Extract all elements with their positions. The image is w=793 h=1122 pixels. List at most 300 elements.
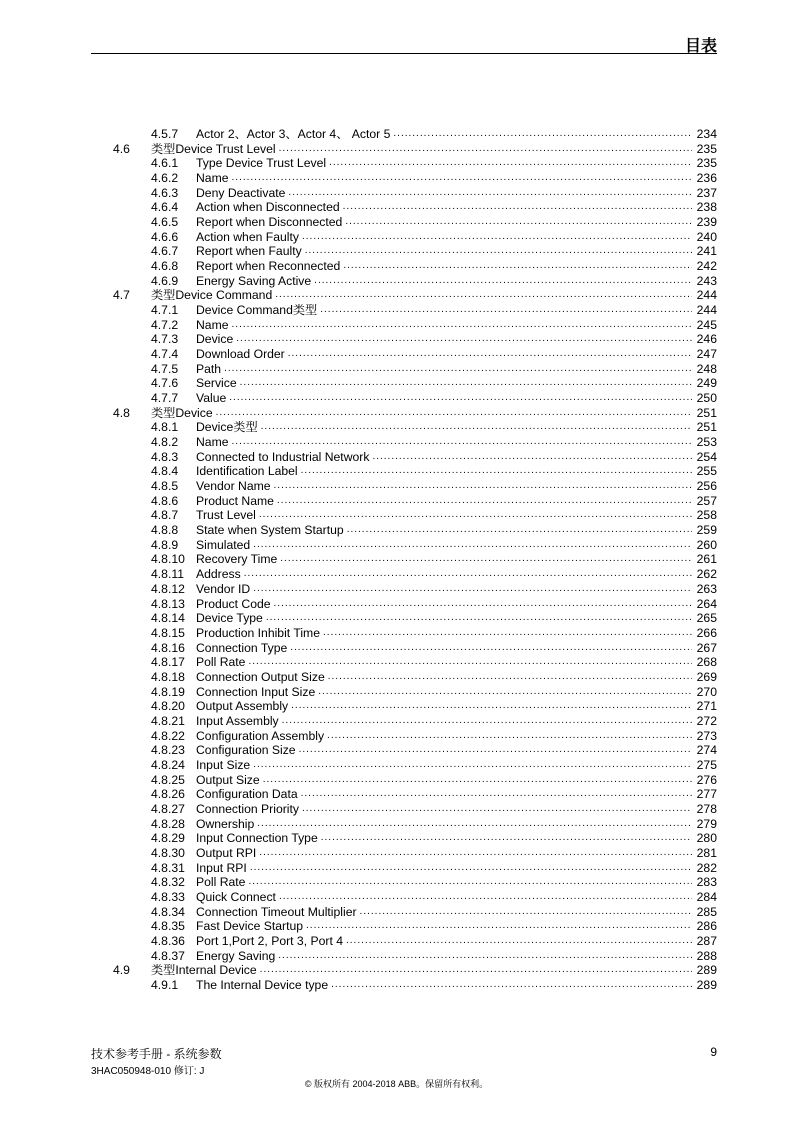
toc-subsection-number: 4.8.36	[151, 933, 185, 948]
toc-page-number: 250	[696, 391, 717, 406]
toc-entry[interactable]	[113, 376, 717, 391]
footer-page-number: 9	[710, 1045, 717, 1059]
toc-entry[interactable]	[113, 743, 717, 758]
toc-dot-leader	[343, 259, 692, 274]
toc-dot-leader	[282, 714, 692, 729]
toc-page-number: 256	[696, 479, 717, 494]
toc-section-number: 4.9	[113, 963, 130, 978]
toc-entry-title: Report when Disconnected	[196, 215, 343, 230]
toc-entry[interactable]	[113, 714, 717, 729]
toc-dot-leader	[331, 978, 692, 993]
toc-subsection-number: 4.8.37	[151, 948, 185, 963]
toc-entry-title: Configuration Size	[196, 743, 296, 758]
toc-entry-title: Identification Label	[196, 464, 298, 479]
toc-dot-leader	[232, 171, 692, 186]
toc-page-number: 266	[696, 625, 717, 640]
toc-entry-title: Device Command类型	[196, 303, 318, 318]
toc-entry-title: Actor 2、Actor 3、Actor 4、 Actor 5	[196, 127, 391, 141]
toc-page-number: 269	[696, 669, 717, 684]
toc-entry-title: Name	[196, 435, 229, 450]
toc-entry[interactable]	[113, 274, 717, 289]
toc-page-number: 289	[696, 963, 717, 978]
toc-entry-title: Port 1,Port 2, Port 3, Port 4	[196, 933, 343, 948]
toc-entry[interactable]	[113, 685, 717, 700]
toc-entry-title: Configuration Assembly	[196, 728, 325, 743]
toc-subsection-number: 4.7.2	[151, 317, 179, 332]
toc-page-number: 251	[696, 420, 717, 435]
toc-entry[interactable]	[113, 420, 717, 435]
toc-subsection-number: 4.8.35	[151, 919, 185, 934]
toc-subsection-number: 4.8.9	[151, 537, 179, 552]
toc-entry-title: Deny Deactivate	[196, 185, 286, 200]
toc-entry-title: Address	[196, 567, 241, 582]
toc-entry-title: Input Size	[196, 757, 251, 772]
toc-entry-title: Ownership	[196, 816, 255, 831]
toc-dot-leader	[259, 846, 692, 861]
toc-page-number: 251	[696, 405, 717, 420]
toc-page-number: 239	[696, 215, 717, 230]
toc-dot-leader	[275, 288, 692, 303]
toc-entry[interactable]	[113, 230, 717, 245]
toc-page-number: 282	[696, 860, 717, 875]
toc-entry-title: Value	[196, 391, 227, 406]
toc-dot-leader	[347, 523, 692, 538]
toc-entry[interactable]	[113, 332, 717, 347]
toc-entry[interactable]	[113, 641, 717, 656]
toc-subsection-number: 4.8.2	[151, 435, 179, 450]
toc-dot-leader	[393, 127, 692, 142]
toc-entry[interactable]	[113, 773, 717, 788]
toc-entry[interactable]	[113, 171, 717, 186]
toc-page-number: 265	[696, 611, 717, 626]
toc-dot-leader	[232, 318, 692, 333]
toc-entry-title: 类型Internal Device	[151, 963, 257, 978]
toc-entry[interactable]	[113, 288, 717, 303]
toc-entry[interactable]	[113, 391, 717, 406]
toc-dot-leader	[266, 611, 692, 626]
toc-entry[interactable]	[113, 215, 717, 230]
toc-subsection-number: 4.8.12	[151, 581, 185, 596]
toc-page-number: 255	[696, 464, 717, 479]
toc-page-number: 254	[696, 449, 717, 464]
toc-page-number: 246	[696, 332, 717, 347]
toc-dot-leader	[288, 347, 692, 362]
toc-entry-title: Connection Type	[196, 640, 288, 655]
toc-subsection-number: 4.8.26	[151, 787, 185, 802]
toc-subsection-number: 4.8.8	[151, 523, 179, 538]
toc-page-number: 259	[696, 523, 717, 538]
toc-page-number: 287	[696, 933, 717, 948]
toc-dot-leader	[320, 303, 692, 318]
toc-dot-leader	[305, 244, 692, 259]
toc-page-number: 263	[696, 581, 717, 596]
toc-entry[interactable]	[113, 127, 717, 142]
toc-page-number: 286	[696, 919, 717, 934]
toc-subsection-number: 4.7.7	[151, 391, 179, 406]
toc-entry[interactable]	[113, 318, 717, 333]
toc-dot-leader	[277, 494, 692, 509]
toc-subsection-number: 4.7.5	[151, 361, 179, 376]
toc-subsection-number: 4.8.16	[151, 640, 185, 655]
toc-entry[interactable]	[113, 670, 717, 685]
toc-entry[interactable]	[113, 552, 717, 567]
toc-entry-title: Configuration Data	[196, 787, 298, 802]
toc-entry[interactable]	[113, 156, 717, 171]
toc-dot-leader	[288, 186, 692, 201]
toc-entry[interactable]	[113, 729, 717, 744]
toc-page-number: 242	[696, 259, 717, 274]
toc-page-number: 260	[696, 537, 717, 552]
toc-entry-title: Quick Connect	[196, 889, 276, 904]
toc-entry-title: Action when Faulty	[196, 229, 299, 244]
toc-subsection-number: 4.6.6	[151, 229, 179, 244]
toc-entry-title: Product Code	[196, 596, 271, 611]
toc-entry-title: Energy Saving	[196, 948, 276, 963]
toc-entry-title: Vendor ID	[196, 581, 251, 596]
toc-entry-title: 类型Device Command	[151, 288, 273, 303]
toc-page-number: 240	[696, 229, 717, 244]
toc-entry[interactable]	[113, 611, 717, 626]
toc-entry[interactable]	[113, 861, 717, 876]
toc-page-number: 234	[696, 127, 717, 141]
toc-subsection-number: 4.7.1	[151, 303, 179, 318]
toc-dot-leader	[274, 479, 692, 494]
toc-entry-title: Device Type	[196, 611, 263, 626]
toc-entry[interactable]	[113, 963, 717, 978]
toc-page-number: 247	[696, 347, 717, 362]
toc-page-number: 248	[696, 361, 717, 376]
toc-page-number: 244	[696, 288, 717, 303]
toc-dot-leader	[261, 420, 692, 435]
toc-page-number: 281	[696, 845, 717, 860]
toc-entry-title: Report when Reconnected	[196, 259, 341, 274]
toc-page-number: 271	[696, 699, 717, 714]
toc-subsection-number: 4.5.7	[151, 127, 179, 141]
toc-entry-title: Output Size	[196, 772, 260, 787]
toc-entry-title: Connection Output Size	[196, 669, 325, 684]
toc-dot-leader	[346, 934, 692, 949]
toc-dot-leader	[306, 919, 692, 934]
toc-entry[interactable]	[113, 435, 717, 450]
toc-page-number: 268	[696, 655, 717, 670]
toc-page-number: 267	[696, 640, 717, 655]
toc-subsection-number: 4.8.28	[151, 816, 185, 831]
toc-entry-title: Device类型	[196, 420, 258, 435]
toc-entry-title: Vendor Name	[196, 479, 271, 494]
toc-page-number: 244	[696, 303, 717, 318]
toc-dot-leader	[345, 215, 692, 230]
toc-dot-leader	[301, 787, 692, 802]
toc-entry[interactable]	[113, 978, 717, 993]
header-title: 目表	[684, 38, 717, 55]
toc-entry-title: Connection Priority	[196, 801, 299, 816]
toc-entry[interactable]	[113, 905, 717, 920]
toc-page-number: 270	[696, 684, 717, 699]
toc-entry[interactable]	[113, 303, 717, 318]
toc-dot-leader	[224, 362, 692, 377]
toc-subsection-number: 4.8.14	[151, 611, 185, 626]
toc-dot-leader	[274, 597, 692, 612]
toc-dot-leader	[278, 949, 692, 964]
toc-dot-leader	[321, 831, 692, 846]
toc-section-number: 4.7	[113, 288, 130, 303]
toc-entry[interactable]	[113, 347, 717, 362]
toc-entry-title: 类型Device Trust Level	[151, 141, 276, 156]
toc-entry[interactable]	[113, 846, 717, 861]
toc-entry-title: Name	[196, 317, 229, 332]
toc-subsection-number: 4.7.3	[151, 332, 179, 347]
toc-dot-leader	[248, 875, 692, 890]
toc-entry[interactable]	[113, 406, 717, 421]
toc-page-number: 276	[696, 772, 717, 787]
toc-subsection-number: 4.6.2	[151, 171, 179, 186]
toc-subsection-number: 4.6.7	[151, 244, 179, 259]
toc-entry-title: Input RPI	[196, 860, 247, 875]
toc-entry-title: Simulated	[196, 537, 251, 552]
toc-entry-title: Output RPI	[196, 845, 257, 860]
toc-entry[interactable]	[113, 890, 717, 905]
toc-subsection-number: 4.8.23	[151, 743, 185, 758]
toc-dot-leader	[250, 861, 692, 876]
toc-subsection-number: 4.8.19	[151, 684, 185, 699]
toc-entry[interactable]	[113, 494, 717, 509]
toc-entry-title: Connected to Industrial Network	[196, 449, 370, 464]
toc-page-number: 249	[696, 376, 717, 391]
toc-subsection-number: 4.8.21	[151, 713, 185, 728]
toc-subsection-number: 4.6.3	[151, 185, 179, 200]
toc-page-number: 280	[696, 831, 717, 846]
toc-page-number: 272	[696, 713, 717, 728]
toc-entry-title: Name	[196, 171, 229, 186]
toc-subsection-number: 4.8.34	[151, 904, 185, 919]
toc-entry-title: Fast Device Startup	[196, 919, 304, 934]
toc-section-number: 4.8	[113, 405, 130, 420]
toc-page-number: 245	[696, 317, 717, 332]
toc-entry[interactable]	[113, 186, 717, 201]
toc-page-number: 289	[696, 977, 717, 992]
toc-dot-leader	[329, 156, 692, 171]
toc-subsection-number: 4.8.32	[151, 875, 185, 890]
toc-page-number: 274	[696, 743, 717, 758]
toc-dot-leader	[257, 817, 692, 832]
toc-dot-leader	[244, 567, 692, 582]
toc-dot-leader	[216, 406, 692, 421]
toc-entry-title: Energy Saving Active	[196, 273, 312, 288]
toc-page-number: 253	[696, 435, 717, 450]
toc-entry-title: Input Connection Type	[196, 831, 318, 846]
toc-entry[interactable]	[113, 875, 717, 890]
toc-subsection-number: 4.7.4	[151, 347, 179, 362]
toc-dot-leader	[314, 274, 692, 289]
toc-dot-leader	[302, 802, 692, 817]
toc-entry-title: Connection Input Size	[196, 684, 316, 699]
toc-entry[interactable]	[113, 699, 717, 714]
toc-page-number: 236	[696, 171, 717, 186]
toc-dot-leader	[240, 376, 692, 391]
toc-entry-title: Production Inhibit Time	[196, 625, 320, 640]
toc-subsection-number: 4.8.7	[151, 508, 179, 523]
toc-subsection-number: 4.8.5	[151, 479, 179, 494]
toc-subsection-number: 4.8.17	[151, 655, 185, 670]
toc-page-number: 261	[696, 552, 717, 567]
toc-page-number: 277	[696, 787, 717, 802]
toc-dot-leader	[291, 699, 692, 714]
toc-page-number: 264	[696, 596, 717, 611]
toc-subsection-number: 4.8.6	[151, 493, 179, 508]
footer-document-id: 3HAC050948-010 修订: J	[91, 1066, 205, 1077]
toc-subsection-number: 4.8.13	[151, 596, 185, 611]
toc-subsection-number: 4.8.22	[151, 728, 185, 743]
toc-entry-title: Trust Level	[196, 508, 256, 523]
footer-manual-title: 技术参考手册 - 系统参数	[91, 1047, 222, 1061]
toc-dot-leader	[253, 582, 692, 597]
toc-page-number: 235	[696, 141, 717, 156]
toc-dot-leader	[253, 758, 692, 773]
toc-subsection-number: 4.6.1	[151, 156, 179, 171]
toc-entry[interactable]	[113, 259, 717, 274]
toc-section-number: 4.6	[113, 141, 130, 156]
toc-entry[interactable]	[113, 831, 717, 846]
toc-page-number: 283	[696, 875, 717, 890]
toc-entry[interactable]	[113, 523, 717, 538]
toc-dot-leader	[360, 905, 692, 920]
toc-dot-leader	[323, 626, 692, 641]
toc-entry-title: Download Order	[196, 347, 285, 362]
toc-entry[interactable]	[113, 949, 717, 964]
toc-entry-title: Action when Disconnected	[196, 200, 340, 215]
toc-entry-title: Path	[196, 361, 222, 376]
toc-dot-leader	[301, 464, 692, 479]
toc-entry[interactable]	[113, 508, 717, 523]
toc-entry[interactable]	[113, 582, 717, 597]
toc-entry[interactable]	[113, 655, 717, 670]
toc-dot-leader	[259, 508, 692, 523]
toc-dot-leader	[260, 963, 692, 978]
toc-dot-leader	[290, 641, 692, 656]
toc-page-number: 278	[696, 801, 717, 816]
toc-page-number: 285	[696, 904, 717, 919]
toc-entry[interactable]	[113, 362, 717, 377]
toc-entry[interactable]	[113, 919, 717, 934]
toc-page-number: 237	[696, 185, 717, 200]
toc-dot-leader	[279, 890, 692, 905]
toc-entry-title: Device	[196, 332, 234, 347]
toc-entry-title: Connection Timeout Multiplier	[196, 904, 357, 919]
toc-entry-title: Input Assembly	[196, 713, 279, 728]
toc-page-number: 284	[696, 889, 717, 904]
toc-dot-leader	[318, 685, 692, 700]
toc-subsection-number: 4.8.18	[151, 669, 185, 684]
header-divider	[91, 53, 717, 54]
toc-subsection-number: 4.6.9	[151, 273, 179, 288]
toc-entry[interactable]	[113, 450, 717, 465]
toc-dot-leader	[263, 773, 692, 788]
toc-dot-leader	[248, 655, 692, 670]
toc-subsection-number: 4.8.25	[151, 772, 185, 787]
toc-entry[interactable]	[113, 802, 717, 817]
toc-entry[interactable]	[113, 142, 717, 157]
toc-subsection-number: 4.8.15	[151, 625, 185, 640]
toc-dot-leader	[232, 435, 692, 450]
toc-subsection-number: 4.8.20	[151, 699, 185, 714]
toc-entry-title: Product Name	[196, 493, 274, 508]
toc-dot-leader	[279, 142, 692, 157]
toc-page-number: 288	[696, 948, 717, 963]
toc-entry[interactable]	[113, 244, 717, 259]
toc-subsection-number: 4.8.33	[151, 889, 185, 904]
toc-subsection-number: 4.8.10	[151, 552, 185, 567]
toc-dot-leader	[253, 538, 692, 553]
toc-subsection-number: 4.8.27	[151, 801, 185, 816]
toc-entry-title: Report when Faulty	[196, 244, 302, 259]
toc-entry-title: 类型Device	[151, 405, 213, 420]
toc-entry-title: Poll Rate	[196, 875, 246, 890]
toc-subsection-number: 4.8.4	[151, 464, 179, 479]
toc-page-number: 275	[696, 757, 717, 772]
toc-entry-title: The Internal Device type	[196, 977, 329, 992]
toc-subsection-number: 4.8.3	[151, 449, 179, 464]
toc-entry[interactable]	[113, 464, 717, 479]
toc-entry[interactable]	[113, 567, 717, 582]
toc-subsection-number: 4.8.30	[151, 845, 185, 860]
toc-entry[interactable]	[113, 479, 717, 494]
toc-page-number: 243	[696, 273, 717, 288]
toc-dot-leader	[372, 450, 692, 465]
toc-dot-leader	[343, 200, 692, 215]
toc-dot-leader	[299, 743, 692, 758]
toc-dot-leader	[327, 729, 692, 744]
toc-page-number: 273	[696, 728, 717, 743]
toc-subsection-number: 4.7.6	[151, 376, 179, 391]
toc-page-number: 238	[696, 200, 717, 215]
toc-entry[interactable]	[113, 200, 717, 215]
toc-entry[interactable]	[113, 758, 717, 773]
toc-dot-leader	[302, 230, 692, 245]
toc-page-number: 262	[696, 567, 717, 582]
toc-entry[interactable]	[113, 817, 717, 832]
toc-entry[interactable]	[113, 597, 717, 612]
toc-subsection-number: 4.8.31	[151, 860, 185, 875]
toc-page-number: 279	[696, 816, 717, 831]
toc-entry[interactable]	[113, 626, 717, 641]
table-of-contents	[113, 127, 717, 993]
toc-page-number: 258	[696, 508, 717, 523]
toc-entry-title: Service	[196, 376, 237, 391]
footer-copyright: © 版权所有 2004-2018 ABB。保留所有权利。	[304, 1079, 489, 1089]
toc-dot-leader	[328, 670, 692, 685]
toc-subsection-number: 4.8.29	[151, 831, 185, 846]
toc-entry[interactable]	[113, 934, 717, 949]
toc-subsection-number: 4.9.1	[151, 977, 179, 992]
toc-entry[interactable]	[113, 538, 717, 553]
toc-dot-leader	[280, 552, 692, 567]
toc-page-number: 235	[696, 156, 717, 171]
toc-dot-leader	[229, 391, 692, 406]
toc-subsection-number: 4.8.1	[151, 420, 179, 435]
toc-subsection-number: 4.6.5	[151, 215, 179, 230]
toc-page-number: 257	[696, 493, 717, 508]
toc-entry[interactable]	[113, 787, 717, 802]
toc-subsection-number: 4.6.4	[151, 200, 179, 215]
toc-page-number: 241	[696, 244, 717, 259]
toc-entry-title: Recovery Time	[196, 552, 278, 567]
toc-subsection-number: 4.8.24	[151, 757, 185, 772]
toc-entry-title: State when System Startup	[196, 523, 344, 538]
toc-entry-title: Poll Rate	[196, 655, 246, 670]
toc-entry-title: Output Assembly	[196, 699, 289, 714]
toc-dot-leader	[236, 332, 692, 347]
toc-entry-title: Type Device Trust Level	[196, 156, 327, 171]
